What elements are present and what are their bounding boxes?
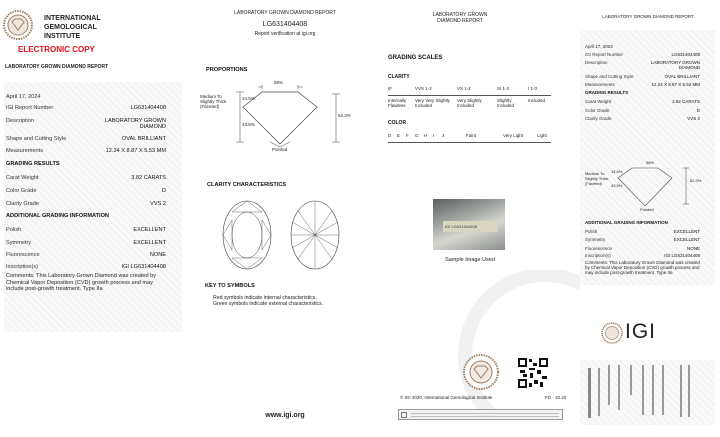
clarity-divider — [388, 95, 551, 96]
third-title-line: DIAMOND REPORT — [437, 18, 483, 24]
symmetry-row: Symmetry EXCELLENT — [6, 240, 166, 246]
depth-percent: 62.3% — [338, 113, 351, 118]
right-comments: Comments: This Laboratory Grown Diamond was created by Chemical Vapor Deposition (CVD) growth process and may include post-growth treatment. Type IIa — [585, 260, 700, 276]
right-description-row: Description LABORATORY GROWN DIAMOND — [585, 60, 700, 70]
key-line-red: Red symbols indicate internal characteristics. — [213, 295, 317, 301]
clarity-grades: IF VVS 1-2 VS 1-2 SI 1-2 I 1-3 — [388, 86, 538, 91]
report-date — [6, 94, 166, 100]
fluorescence-row: Fluorescence NONE — [6, 252, 166, 258]
sample-inscription-image — [433, 199, 505, 250]
igi-logo-seal-icon — [601, 322, 623, 344]
crown-percent: 14.5% — [242, 96, 255, 101]
right-carat-row: Carat Weight 3.82 CARATS — [585, 99, 700, 104]
igi-logo-text: IGI — [625, 320, 657, 343]
sample-caption: Sample Image Used — [445, 257, 495, 263]
description-row: Description LABORATORY GROWN DIAMOND — [6, 118, 166, 130]
right-measurements-row: Measurements 12.24 X 8.87 X 5.53 MM — [585, 82, 700, 87]
carat-row: Carat Weight 3.82 CARATS — [6, 175, 166, 181]
color-scale-heading: COLOR — [388, 120, 407, 126]
right-grading-heading: GRADING RESULTS — [585, 90, 629, 95]
girdle-label: Medium To Slightly Thick (Faceted) — [200, 94, 227, 109]
verification-text: Report verification at igi.org — [254, 31, 316, 37]
key-line-green: Green symbols indicate external characteristics. — [213, 301, 324, 307]
culet-label: Pointed — [272, 147, 288, 152]
table-percent: 58% — [274, 80, 284, 85]
right-date: April 17, 2024 — [585, 44, 613, 49]
key-to-symbols-heading: KEY TO SYMBOLS — [205, 283, 255, 289]
right-clarity-row: Clarity Grade VVS 2 — [585, 116, 700, 121]
clarity-scale-heading: CLARITY — [388, 74, 410, 80]
right-report-number-row: IGI Report Number LG631404408 — [585, 52, 700, 57]
website-link[interactable]: www.igi.org — [265, 412, 305, 419]
right-girdle-label: Medium To Slightly Thick (Faceted) — [585, 171, 609, 186]
date-text: April 17, 2024 — [6, 94, 41, 100]
comments: Comments: This Laboratory Grown Diamond was created by Chemical Vapor Deposition (CVD) growth process and may include post-growth treatment. Type IIa — [6, 273, 157, 292]
color-divider — [388, 142, 551, 143]
right-table-percent: 58% — [646, 160, 655, 165]
right-additional-heading: ADDITIONAL GRADING INFORMATION — [585, 220, 668, 225]
right-symmetry-row: Symmetry EXCELLENT — [585, 237, 700, 242]
rotated-summary-area — [580, 360, 715, 425]
right-crown-percent: 14.5% — [611, 169, 623, 174]
document-icon — [401, 412, 407, 418]
clarity-row: Clarity Grade VVS 2 — [6, 201, 166, 207]
org-name-line: INTERNATIONAL — [44, 15, 101, 22]
right-shape-row: Shape and Cutting Style OVAL BRILLIANT — [585, 74, 700, 79]
clarity-descriptions: Internally Flawless Very Very Slightly Included Very Slightly Included Slightly Included Included — [388, 98, 546, 108]
proportions-heading: PROPORTIONS — [206, 67, 248, 73]
igi-seal-icon — [3, 10, 33, 40]
qr-code-icon[interactable] — [518, 358, 548, 388]
copyright: © IGI 2020, International Gemological Institute — [400, 395, 493, 400]
org-name-line: GEMOLOGICAL — [44, 24, 97, 31]
third-title-line: LABORATORY GROWN — [432, 12, 488, 18]
color-row: Color Grade D — [6, 188, 166, 194]
right-fluorescence-row: Fluorescence NONE — [585, 246, 700, 251]
inscription-text: IGI LG631404408 — [443, 221, 498, 232]
right-inscription-row: Inscription(s) IGI LG631404408 — [585, 253, 700, 258]
clarity-plot-diagram — [222, 200, 352, 272]
shape-row: Shape and Cutting Style OVAL BRILLIANT — [6, 136, 166, 142]
electronic-copy-label: ELECTRONIC COPY — [18, 45, 95, 54]
pavilion-percent: 43.5% — [242, 122, 255, 127]
measurements-row: Measurements 12.24 X 8.87 X 5.53 MM — [6, 148, 166, 154]
additional-heading: ADDITIONAL GRADING INFORMATION — [6, 213, 109, 219]
igi-seal-icon — [463, 354, 499, 390]
color-grades: D E F G H I J Faint Very Light Light — [388, 133, 547, 138]
right-color-row: Color Grade D — [585, 108, 700, 113]
right-depth-percent: 62.3% — [690, 178, 702, 183]
right-culet-label: Pointed — [640, 207, 654, 212]
grading-results-heading: GRADING RESULTS — [6, 161, 60, 167]
grading-scales-heading: GRADING SCALES — [388, 55, 443, 61]
right-pavilion-percent: 43.5% — [611, 183, 623, 188]
proportions-diagram — [230, 82, 340, 152]
polish-row: Polish EXCELLENT — [6, 227, 166, 233]
middle-report-number: LG631404408 — [262, 21, 308, 28]
security-disclaimer-bar — [398, 409, 563, 420]
middle-title: LABORATORY GROWN DIAMOND REPORT — [234, 10, 336, 16]
left-report-title: LABORATORY GROWN DIAMOND REPORT — [5, 64, 109, 70]
form-code: FD - 10.20 — [545, 395, 567, 400]
inscription-row: Inscription(s) IGI LG631404408 — [6, 264, 166, 270]
right-polish-row: Polish EXCELLENT — [585, 229, 700, 234]
clarity-characteristics-heading: CLARITY CHARACTERISTICS — [207, 182, 287, 188]
report-number-row: IGI Report Number LG631404408 — [6, 105, 166, 111]
org-name-line: INSTITUTE — [44, 33, 81, 40]
right-title: LABORATORY GROWN DIAMOND REPORT — [602, 14, 694, 19]
